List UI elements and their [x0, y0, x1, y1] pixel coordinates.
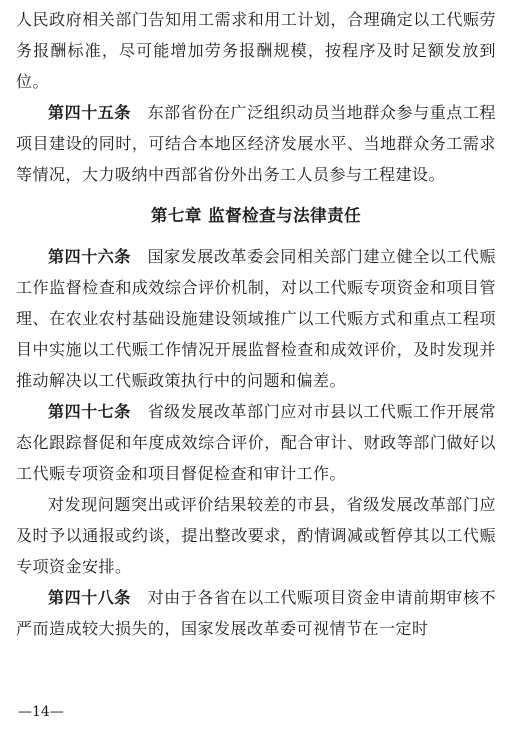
paragraph-text: 国家发展改革委会同相关部门建立健全以工代赈工作监督检查和成效综合评价机制，对以工代赈专项资金和项目管理、在农业农村基础设施建设领域推广以工代赈方式和重点工程项目中实施以工代赈工作情况开展监督检查和成效评价，及时发现并推动解决以工代赈政策执行中的问题和偏差。 [16, 247, 496, 390]
paragraph-text: 人民政府相关部门告知用工需求和用工计划，合理确定以工代赈劳务报酬标准，尽可能增加劳务报酬规模，按程序及时足额发放到位。 [16, 10, 496, 91]
paragraph-text: 东部省份在广泛组织动员当地群众参与重点工程项目建设的同时，可结合本地区经济发展水平、当地群众务工需求等情况，大力吸纳中西部省份外出务工人员参与工程建设。 [16, 103, 496, 184]
paragraph-text: 对由于各省在以工代赈项目资金申请前期审核不严而造成较大损失的，国家发展改革委可视情节在一定时 [16, 588, 496, 638]
article-number: 第四十八条 [48, 588, 131, 607]
chapter-heading: 第七章 监督检查与法律责任 [150, 206, 362, 225]
article-number: 第四十五条 [48, 103, 131, 122]
paragraph-continuation [16, 4, 496, 97]
paragraph-text: 省级发展改革部门应对市县以工代赈工作开展常态化跟踪督促和年度成效综合评价，配合审计、财政等部门做好以工代赈专项资金和项目督促检查和审计工作。 [16, 402, 496, 483]
article-48 [16, 582, 496, 644]
paragraph-text: 对发现问题突出或评价结果较差的市县，省级发展改革部门应及时予以通报或约谈，提出整改要求，酌情调减或暂停其以工代赈专项资金安排。 [16, 495, 496, 576]
page-number: —14— [18, 704, 64, 720]
article-number: 第四十七条 [48, 402, 131, 421]
article-46 [16, 241, 496, 396]
article-47 [16, 396, 496, 489]
article-45 [16, 97, 496, 190]
document-body [16, 4, 496, 644]
article-number: 第四十六条 [48, 247, 131, 266]
article-47-paragraph-2 [16, 489, 496, 582]
